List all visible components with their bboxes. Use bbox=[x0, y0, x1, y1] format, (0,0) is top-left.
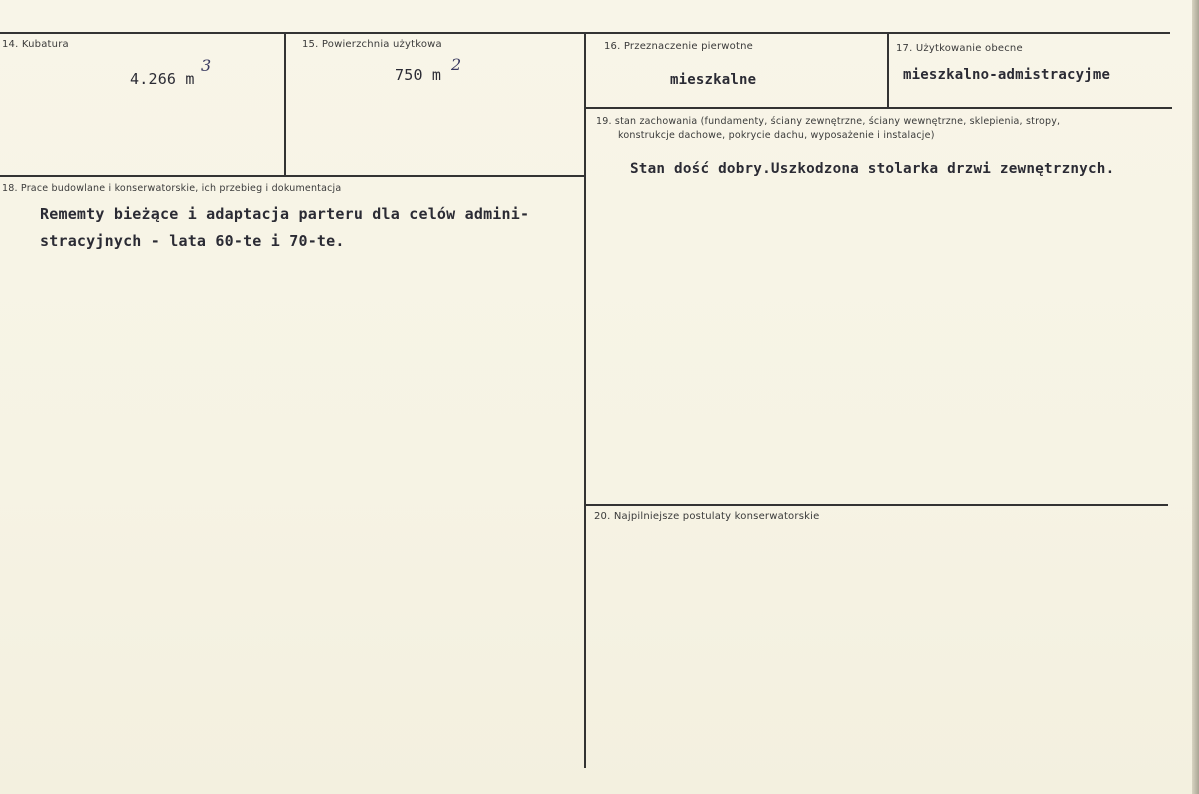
field-18-line-1: Rememty bieżące i adaptacja parteru dla celów admini- bbox=[40, 205, 530, 223]
field-19-label-line-2: konstrukcje dachowe, pokrycie dachu, wyposażenie i instalacje) bbox=[618, 130, 935, 141]
field-16-label: 16. Przeznaczenie pierwotne bbox=[604, 41, 754, 52]
divider-15-16 bbox=[584, 33, 586, 768]
row-line-16-19 bbox=[586, 107, 1172, 109]
field-20-label: 20. Najpilniejsze postulaty konserwatorskie bbox=[594, 511, 820, 522]
field-14-label: 14. Kubatura bbox=[2, 39, 69, 50]
row-line-19-20 bbox=[586, 504, 1168, 506]
field-18-label: 18. Prace budowlane i konserwatorskie, ich przebieg i dokumentacja bbox=[2, 183, 342, 194]
field-17-value: mieszkalno-admistracyjme bbox=[903, 67, 1111, 83]
field-16-value: mieszkalne bbox=[670, 72, 757, 88]
row-line-15-18 bbox=[0, 175, 586, 177]
field-17-label: 17. Użytkowanie obecne bbox=[896, 43, 1023, 54]
divider-14-15 bbox=[284, 33, 286, 176]
field-18-line-2: stracyjnych - lata 60-te i 70-te. bbox=[40, 232, 345, 250]
field-19-label-line-1: 19. stan zachowania (fundamenty, ściany zewnętrzne, ściany wewnętrzne, sklepienia, stropy, bbox=[596, 116, 1061, 127]
field-15-label: 15. Powierzchnia użytkowa bbox=[302, 39, 442, 50]
field-14-exponent: 3 bbox=[201, 56, 212, 75]
divider-16-17 bbox=[887, 33, 889, 108]
field-19-value: Stan dość dobry.Uszkodzona stolarka drzwi zewnętrznych. bbox=[630, 161, 1115, 177]
field-14-value: 4.266 m bbox=[130, 70, 195, 88]
field-15-exponent: 2 bbox=[451, 55, 462, 74]
card-right-edge bbox=[1192, 0, 1199, 794]
field-15-value: 750 m bbox=[395, 66, 442, 84]
